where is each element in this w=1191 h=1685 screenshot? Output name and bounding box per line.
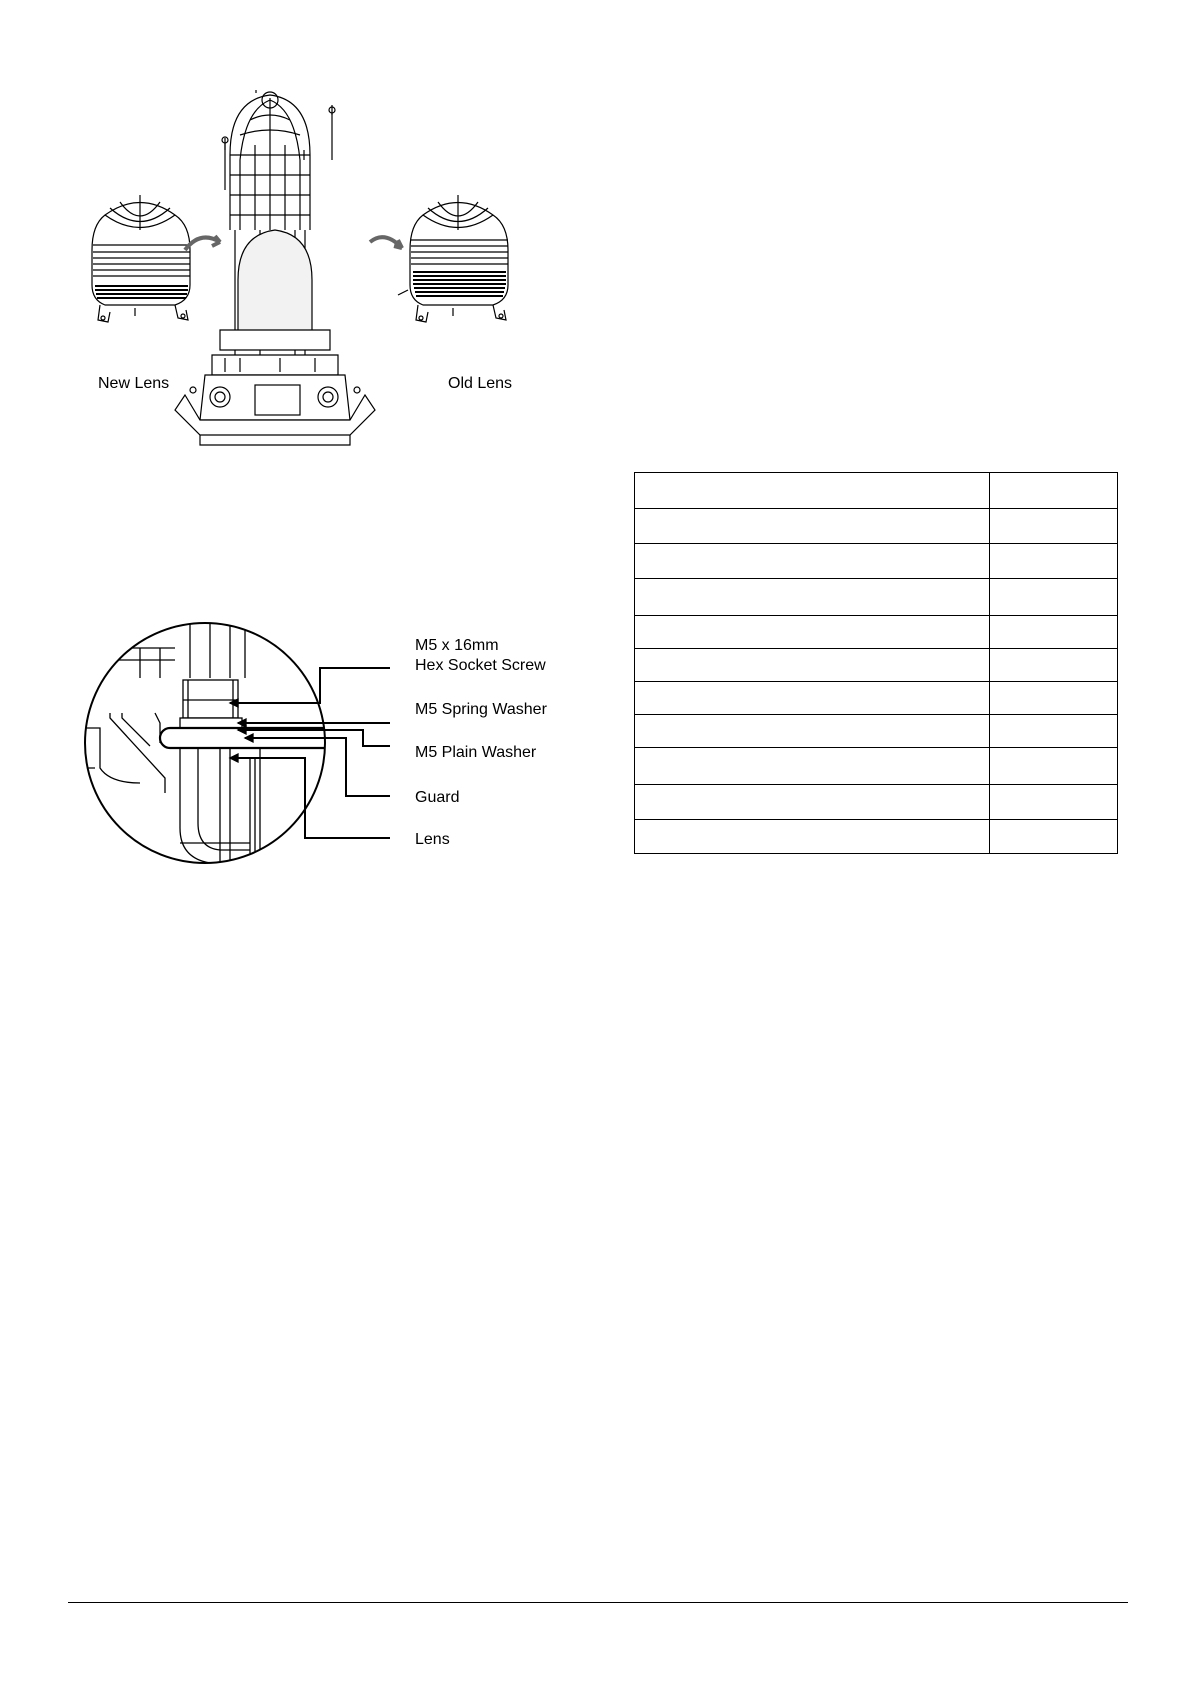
table-row <box>635 715 1118 748</box>
new-lens-label: New Lens <box>98 375 170 392</box>
table-cell <box>635 579 990 616</box>
table-cell <box>635 820 990 854</box>
table-cell <box>990 579 1118 616</box>
table-row <box>635 820 1118 854</box>
table-cell <box>635 616 990 649</box>
table-cell <box>635 649 990 682</box>
table-cell <box>635 682 990 715</box>
table-cell <box>635 715 990 748</box>
table-row <box>635 649 1118 682</box>
fixing-detail-illustration <box>80 618 420 873</box>
callout-spring-washer: M5 Spring Washer <box>415 701 547 718</box>
table-row <box>635 473 1118 509</box>
spec-table <box>634 472 1118 854</box>
table-cell <box>990 682 1118 715</box>
table-cell <box>990 715 1118 748</box>
table-cell <box>990 748 1118 785</box>
callout-plain-washer: M5 Plain Washer <box>415 744 537 761</box>
table-row <box>635 509 1118 544</box>
table-cell <box>990 649 1118 682</box>
old-lens-label: Old Lens <box>448 375 513 392</box>
table-cell <box>990 820 1118 854</box>
table-cell <box>990 785 1118 820</box>
table-cell <box>635 785 990 820</box>
arrow-icon <box>370 237 402 248</box>
new-lens-drawing <box>92 195 190 322</box>
footer-divider <box>68 1602 1128 1603</box>
table-row <box>635 748 1118 785</box>
lens-swap-illustration <box>80 90 560 470</box>
fitting-drawing <box>175 90 375 445</box>
table-cell <box>990 544 1118 579</box>
callout-lens: Lens <box>415 831 450 848</box>
table-cell <box>635 748 990 785</box>
table-cell <box>990 616 1118 649</box>
table-row <box>635 544 1118 579</box>
callout-hex-socket-screw-line2: Hex Socket Screw <box>415 657 546 674</box>
callout-hex-socket-screw-line1: M5 x 16mm <box>415 637 499 654</box>
table-cell <box>990 509 1118 544</box>
table-cell <box>635 509 990 544</box>
callout-guard: Guard <box>415 789 460 806</box>
old-lens-drawing <box>398 195 508 322</box>
table-cell <box>990 473 1118 509</box>
table-cell <box>635 544 990 579</box>
table-row <box>635 682 1118 715</box>
table-row <box>635 616 1118 649</box>
table-cell <box>635 473 990 509</box>
table-row <box>635 579 1118 616</box>
table-row <box>635 785 1118 820</box>
